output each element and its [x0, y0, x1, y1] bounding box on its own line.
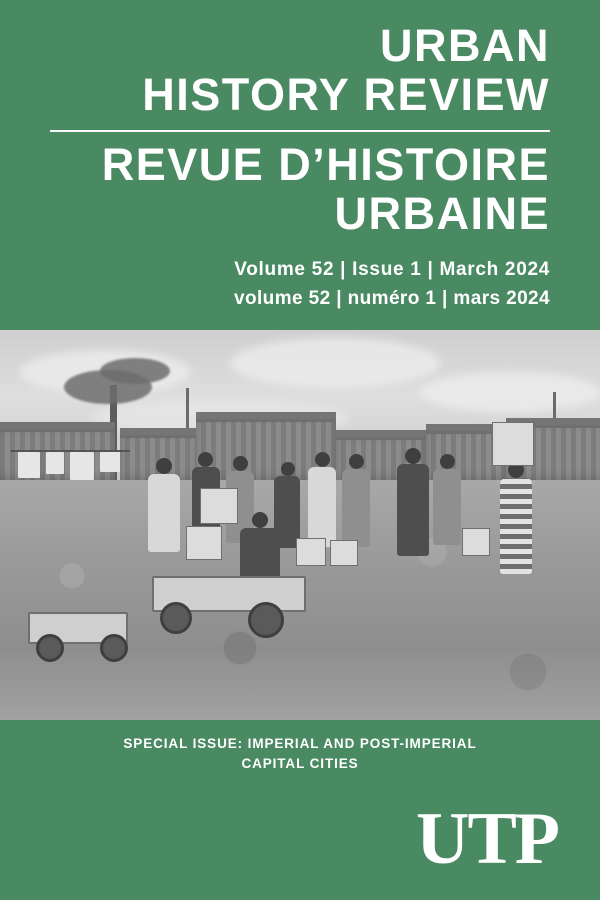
photo-person-head	[315, 452, 330, 467]
photo-shack-roof	[120, 428, 198, 435]
photo-person	[342, 469, 370, 547]
photo-laundry-item	[18, 452, 40, 478]
utp-logo: UTP	[416, 798, 558, 880]
photo-tin	[330, 540, 358, 566]
journal-title-en-line1: URBAN	[380, 20, 550, 71]
issue-info-en: Volume 52 | Issue 1 | March 2024	[234, 259, 550, 281]
journal-title-block	[50, 22, 550, 238]
photo-person-head	[198, 452, 213, 467]
photo-person-head	[233, 456, 248, 471]
photo-person-head	[349, 454, 364, 469]
photo-person-head	[281, 462, 295, 476]
photo-tin	[462, 528, 490, 556]
publisher-strip	[0, 788, 600, 900]
journal-title-fr-line2: URBAINE	[334, 187, 550, 239]
photo-person-head	[440, 454, 455, 469]
photo-child-head	[252, 512, 268, 528]
photo-shack-roof	[0, 422, 115, 429]
issue-info	[50, 256, 550, 313]
photo-cart-wheel	[160, 602, 192, 634]
photo-person-head	[405, 448, 421, 464]
special-issue-line2: CAPITAL CITIES	[241, 756, 359, 771]
photo-tin-on-head	[492, 422, 534, 466]
photo-child	[240, 528, 280, 580]
photo-person-striped	[500, 478, 532, 574]
photo-cloud	[420, 372, 600, 412]
photo-cloud	[230, 338, 440, 388]
photo-tin	[296, 538, 326, 566]
photo-person	[308, 467, 336, 547]
photo-person	[433, 469, 461, 545]
photo-tin	[200, 488, 238, 524]
special-issue-line1: SPECIAL ISSUE: IMPERIAL AND POST-IMPERIAL	[123, 736, 477, 752]
photo-person	[397, 464, 429, 556]
photo-shack-roof	[196, 412, 336, 419]
photo-wheelbarrow-wheel	[36, 634, 64, 662]
photo-cart-wheel	[248, 602, 284, 638]
masthead	[0, 0, 600, 330]
issue-info-fr: volume 52 | numéro 1 | mars 2024	[234, 287, 550, 309]
title-divider	[50, 130, 550, 132]
photo-laundry-item	[70, 452, 94, 480]
photo-tree-canopy	[100, 358, 170, 384]
special-issue-text	[123, 734, 476, 773]
journal-title-fr-line1: REVUE D’HISTOIRE	[101, 139, 550, 191]
cover-photograph	[0, 330, 600, 720]
photo-shack-roof	[336, 430, 426, 437]
photo-person-head	[156, 458, 172, 474]
photo-wheelbarrow-wheel	[100, 634, 128, 662]
photo-laundry-item	[100, 452, 120, 472]
special-issue-band	[0, 720, 600, 788]
photo-laundry-item	[46, 452, 64, 474]
photo-tin	[186, 526, 222, 560]
photo-person	[148, 474, 180, 552]
journal-title-en-line2: HISTORY REVIEW	[142, 68, 550, 120]
